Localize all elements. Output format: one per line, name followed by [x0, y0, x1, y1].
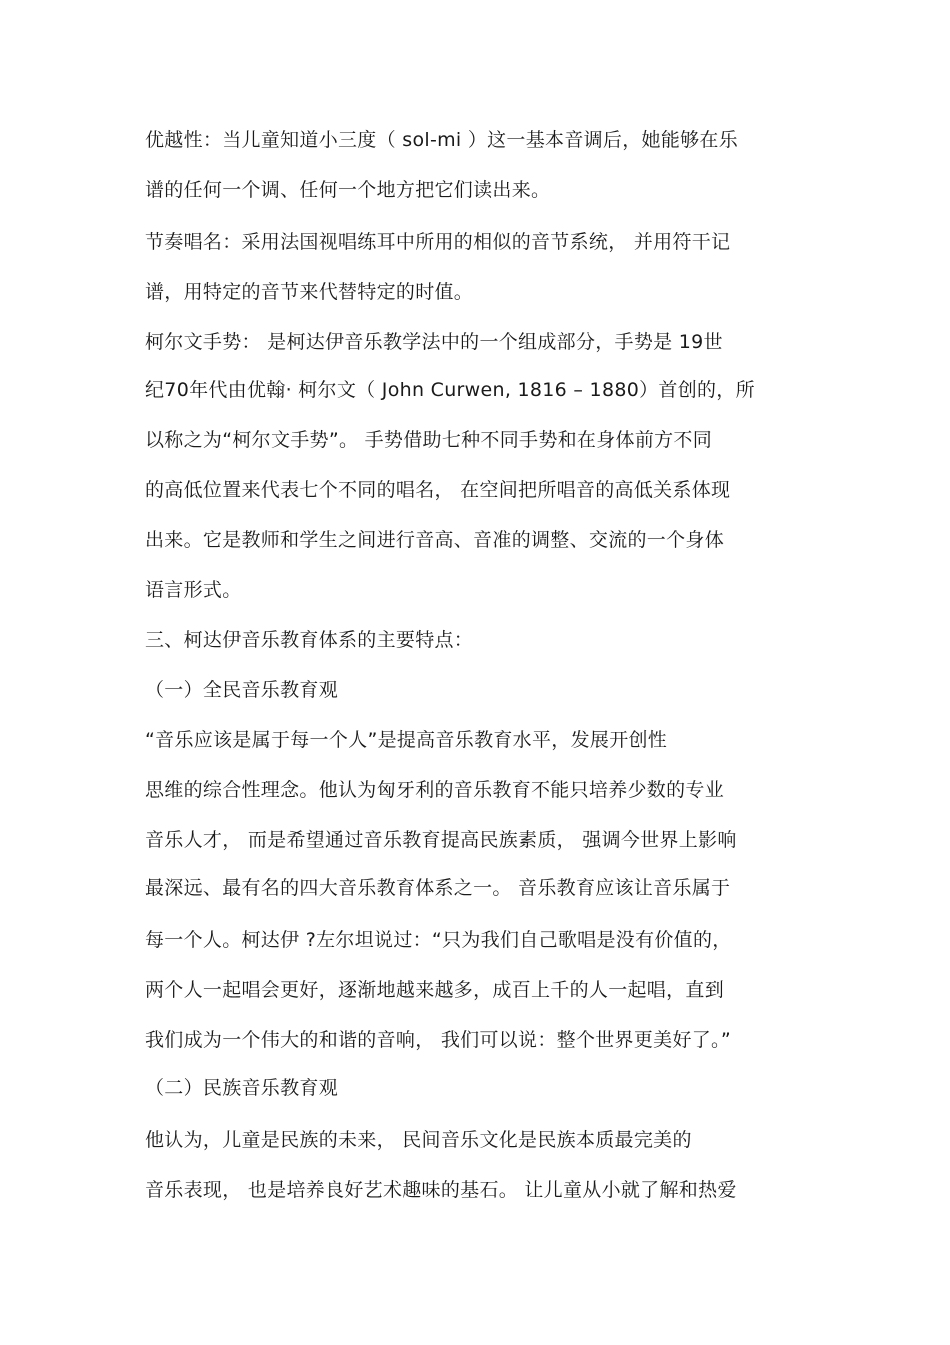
subsection-heading: （一）全民音乐教育观: [145, 679, 339, 701]
text-line: 两个人一起唱会更好，逐渐地越来越多，成百上千的人一起唱，直到: [145, 979, 725, 1001]
text-line: 音乐表现， 也是培养良好艺术趣味的基石。 让儿童从小就了解和热爱: [145, 1179, 737, 1201]
text-line: 柯尔文手势： 是柯达伊音乐教学法中的一个组成部分，手势是 19世: [145, 331, 723, 353]
text-line: 思维的综合性理念。他认为匈牙利的音乐教育不能只培养少数的专业: [145, 779, 725, 801]
text-line: 优越性：当儿童知道小三度（ sol-mi ）这一基本音调后，她能够在乐: [145, 129, 739, 151]
text-line: 每一个人。柯达伊 ?左尔坦说过：“只为我们自己歌唱是没有价值的，: [145, 929, 732, 951]
text-line: 出来。它是教师和学生之间进行音高、音准的调整、交流的一个身体: [145, 529, 725, 551]
text-line: “音乐应该是属于每一个人”是提高音乐教育水平，发展开创性: [145, 729, 668, 751]
text-line: 以称之为“柯尔文手势”。 手势借助七种不同手势和在身体前方不同: [145, 429, 713, 451]
text-line: 纪70年代由优翰· 柯尔文（ John Curwen, 1816 – 1880）首创的，所: [145, 379, 755, 401]
section-heading: 三、柯达伊音乐教育体系的主要特点：: [145, 629, 474, 651]
text-line: 的高低位置来代表七个不同的唱名， 在空间把所唱音的高低关系体现: [145, 479, 731, 501]
subsection-heading: （二）民族音乐教育观: [145, 1077, 339, 1099]
text-line: 最深远、最有名的四大音乐教育体系之一。 音乐教育应该让音乐属于: [145, 877, 731, 899]
text-line: 我们成为一个伟大的和谐的音响， 我们可以说：整个世界更美好了。”: [145, 1029, 731, 1051]
text-line: 音乐人才， 而是希望通过音乐教育提高民族素质， 强调今世界上影响: [145, 829, 737, 851]
text-line: 语言形式。: [145, 579, 242, 601]
text-line: 谱，用特定的音节来代替特定的时值。: [145, 281, 474, 303]
text-line: 节奏唱名：采用法国视唱练耳中所用的相似的音节系统， 并用符干记: [145, 231, 731, 253]
text-line: 他认为，儿童是民族的未来， 民间音乐文化是民族本质最完美的: [145, 1129, 692, 1151]
text-line: 谱的任何一个调、任何一个地方把它们读出来。: [145, 179, 551, 201]
